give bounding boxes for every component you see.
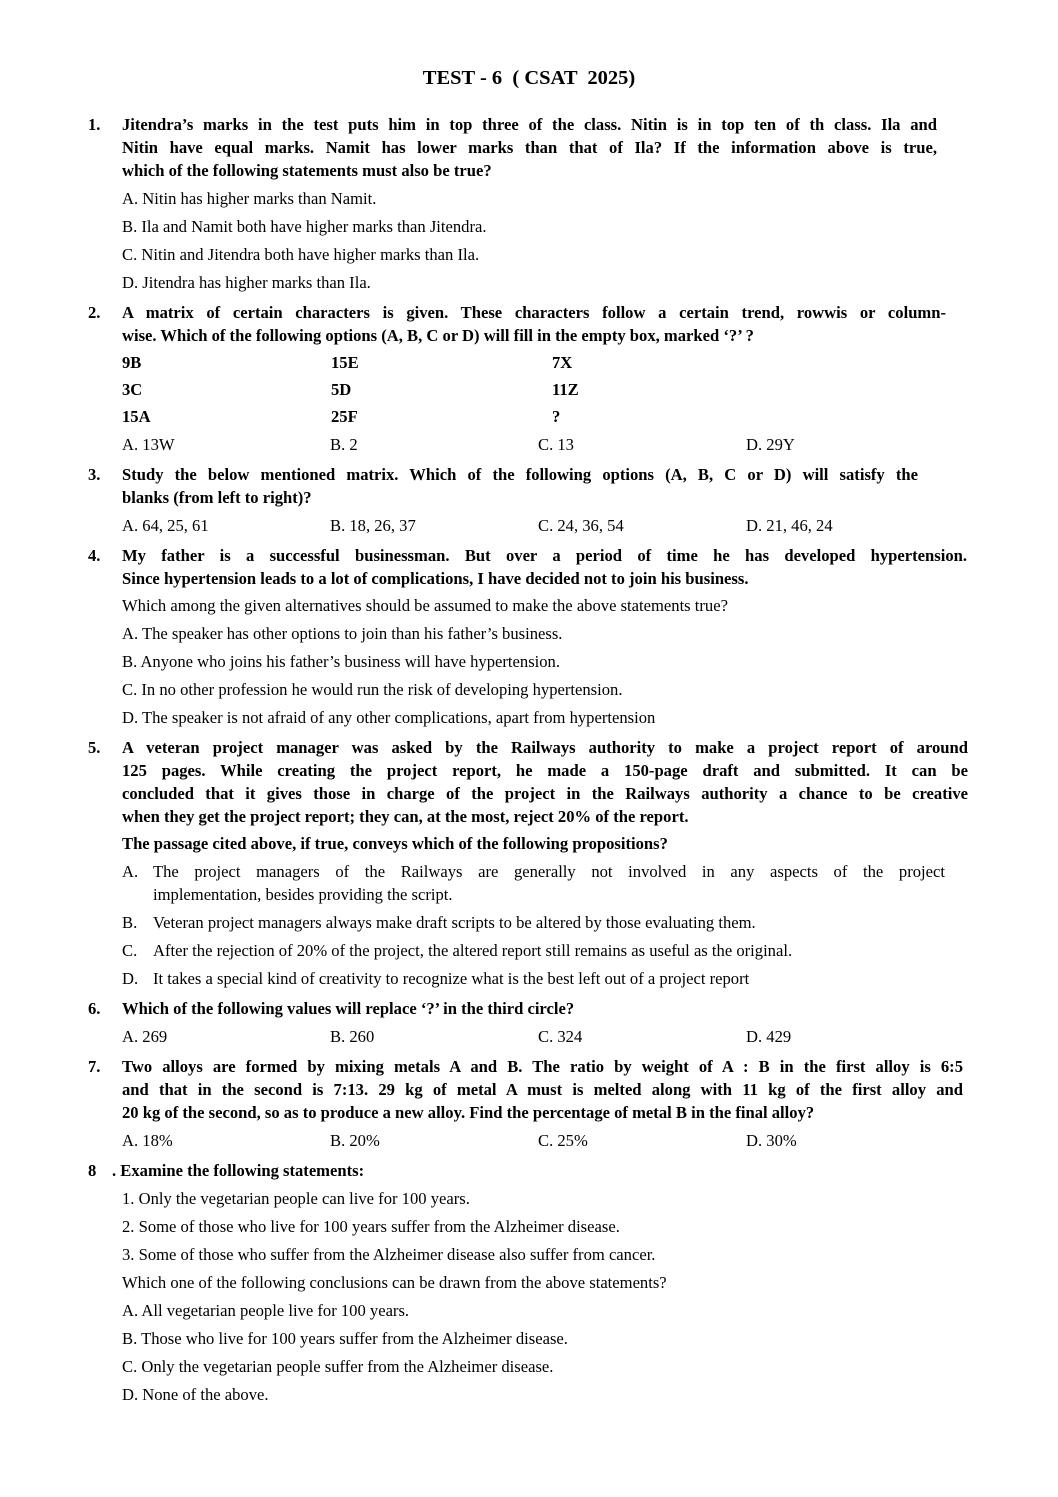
option-d: D. 429: [746, 1027, 792, 1046]
matrix-cell: 15E: [331, 353, 359, 372]
option-letter: B.: [122, 913, 138, 932]
question-number: 7.: [88, 1057, 101, 1076]
option-d: D. 30%: [746, 1131, 797, 1150]
question-number: 5.: [88, 738, 101, 757]
question-3: [88, 463, 970, 537]
question-body: [122, 301, 970, 456]
question-7: [88, 1055, 970, 1152]
option-b: B. Those who live for 100 years suffer from the Alzheimer disease.: [122, 1329, 568, 1348]
stem-line: Study the below mentioned matrix. Which of the following options (A, B, C or D) will satisfy the: [122, 465, 918, 484]
matrix-cell: 15A: [122, 407, 151, 426]
option-a: A. Nitin has higher marks than Namit.: [122, 189, 377, 208]
option-a: A. 18%: [122, 1131, 173, 1150]
stem-line: Since hypertension leads to a lot of complications, I have decided not to join his business.: [122, 569, 749, 588]
option-c: C. Only the vegetarian people suffer from the Alzheimer disease.: [122, 1357, 554, 1376]
options-row: [122, 433, 970, 456]
statement-1: 1. Only the vegetarian people can live for 100 years.: [122, 1189, 470, 1208]
stem-line: A matrix of certain characters is given. These characters follow a certain trend, rowwis or column-: [122, 303, 946, 322]
question-body: [122, 1055, 970, 1152]
option-c: C. 25%: [538, 1131, 588, 1150]
matrix-cell: 3C: [122, 380, 143, 399]
option-c: [122, 939, 970, 962]
sub-question: Which one of the following conclusions can be drawn from the above statements?: [122, 1273, 667, 1292]
question-body: [122, 736, 970, 990]
stem-line: Nitin have equal marks. Namit has lower marks than that of Ila? If the information above is true,: [122, 138, 937, 157]
question-body: [122, 997, 970, 1048]
option-d: [122, 967, 970, 990]
stem-line: which of the following statements must also be true?: [122, 161, 492, 180]
option-b: B. Ila and Namit both have higher marks than Jitendra.: [122, 217, 487, 236]
option-d: D. 29Y: [746, 435, 795, 454]
matrix-cell: 11Z: [552, 380, 579, 399]
option-b: B. 2: [330, 435, 358, 454]
question-body: [112, 1159, 970, 1406]
options-row: [122, 514, 970, 537]
option-c: C. Nitin and Jitendra both have higher marks than Ila.: [122, 245, 480, 264]
stem-line: when they get the project report; they can, at the most, reject 20% of the report.: [122, 807, 689, 826]
option-text: After the rejection of 20% of the project, the altered report still remains as useful as the original.: [153, 941, 793, 960]
question-number: 1.: [88, 115, 101, 134]
stem-line: 125 pages. While creating the project report, he made a 150-page draft and submitted. It can be: [122, 761, 968, 780]
matrix-cell: 25F: [331, 407, 358, 426]
question-body: [122, 463, 970, 537]
stem-line: A veteran project manager was asked by the Railways authority to make a project report of around: [122, 738, 968, 757]
stem-line: concluded that it gives those in charge of the project in the Railways authority a chance to be creative: [122, 784, 968, 803]
option-c: C. 24, 36, 54: [538, 516, 624, 535]
matrix-row: [122, 378, 970, 401]
matrix-cell: 9B: [122, 353, 142, 372]
question-body: [122, 544, 970, 729]
option-letter: D.: [122, 969, 139, 988]
question-2: [88, 301, 970, 456]
question-6: [88, 997, 970, 1048]
question-number: 3.: [88, 465, 101, 484]
option-b: [122, 911, 970, 934]
stem-line: and that in the second is 7:13. 29 kg of metal A must is melted along with 11 kg of the first alloy and: [122, 1080, 963, 1099]
option-text: [153, 860, 970, 906]
question-heading: . Examine the following statements:: [112, 1161, 365, 1180]
option-a: [122, 860, 970, 906]
stem-line: blanks (from left to right)?: [122, 488, 312, 507]
options-row: [122, 1129, 970, 1152]
sub-question: The passage cited above, if true, conveys which of the following propositions?: [122, 834, 668, 853]
statement-2: 2. Some of those who live for 100 years suffer from the Alzheimer disease.: [122, 1217, 620, 1236]
sub-question: Which among the given alternatives should be assumed to make the above statements true?: [122, 596, 728, 615]
option-a: A. 64, 25, 61: [122, 516, 209, 535]
stem-line: My father is a successful businessman. But over a period of time he has developed hypertension.: [122, 546, 967, 565]
option-b: B. Anyone who joins his father’s business will have hypertension.: [122, 652, 560, 671]
matrix-row: [122, 351, 970, 374]
stem-line: wise. Which of the following options (A, B, C or D) will fill in the empty box, marked ‘?’ ?: [122, 326, 754, 345]
options-row: [122, 1025, 970, 1048]
option-text: It takes a special kind of creativity to recognize what is the best left out of a project report: [153, 969, 750, 988]
question-1: [88, 113, 970, 294]
question-5: [88, 736, 970, 990]
question-number: 8: [88, 1161, 97, 1180]
option-letter: C.: [122, 941, 138, 960]
page-title: TEST - 6 ( CSAT 2025): [422, 67, 636, 89]
option-a: A. All vegetarian people live for 100 years.: [122, 1301, 410, 1320]
stem-line: Two alloys are formed by mixing metals A and B. The ratio by weight of A : B in the first alloy is 6:5: [122, 1057, 963, 1076]
matrix-cell: 7X: [552, 353, 573, 372]
option-a: A. 269: [122, 1027, 168, 1046]
stem-line: 20 kg of the second, so as to produce a new alloy. Find the percentage of metal B in the final alloy?: [122, 1103, 815, 1122]
question-4: [88, 544, 970, 729]
matrix-cell: 5D: [331, 380, 352, 399]
option-c: C. 324: [538, 1027, 583, 1046]
question-body: [122, 113, 970, 294]
option-d: D. 21, 46, 24: [746, 516, 833, 535]
option-d: D. None of the above.: [122, 1385, 269, 1404]
option-b: B. 260: [330, 1027, 375, 1046]
option-letter: A.: [122, 862, 139, 881]
option-b: B. 20%: [330, 1131, 380, 1150]
option-line: The project managers of the Railways are generally not involved in any aspects of the project: [153, 862, 945, 881]
option-b: B. 18, 26, 37: [330, 516, 416, 535]
matrix-row: [122, 405, 970, 428]
option-c: C. 13: [538, 435, 574, 454]
stem-line: Which of the following values will replace ‘?’ in the third circle?: [122, 999, 575, 1018]
question-number: 6.: [88, 999, 101, 1018]
option-line: implementation, besides providing the script.: [153, 885, 453, 904]
option-d: D. The speaker is not afraid of any other complications, apart from hypertension: [122, 708, 656, 727]
option-d: D. Jitendra has higher marks than Ila.: [122, 273, 371, 292]
statement-3: 3. Some of those who suffer from the Alzheimer disease also suffer from cancer.: [122, 1245, 656, 1264]
matrix-cell: ?: [552, 407, 561, 426]
question-number: 2.: [88, 303, 101, 322]
option-a: A. 13W: [122, 435, 175, 454]
option-a: A. The speaker has other options to join than his father’s business.: [122, 624, 563, 643]
option-c: C. In no other profession he would run the risk of developing hypertension.: [122, 680, 623, 699]
stem-line: Jitendra’s marks in the test puts him in top three of the class. Nitin is in top ten of th class. Ila and: [122, 115, 937, 134]
question-number: 4.: [88, 546, 101, 565]
question-8: [88, 1159, 970, 1406]
option-text: Veteran project managers always make draft scripts to be altered by those evaluating them.: [153, 913, 756, 932]
